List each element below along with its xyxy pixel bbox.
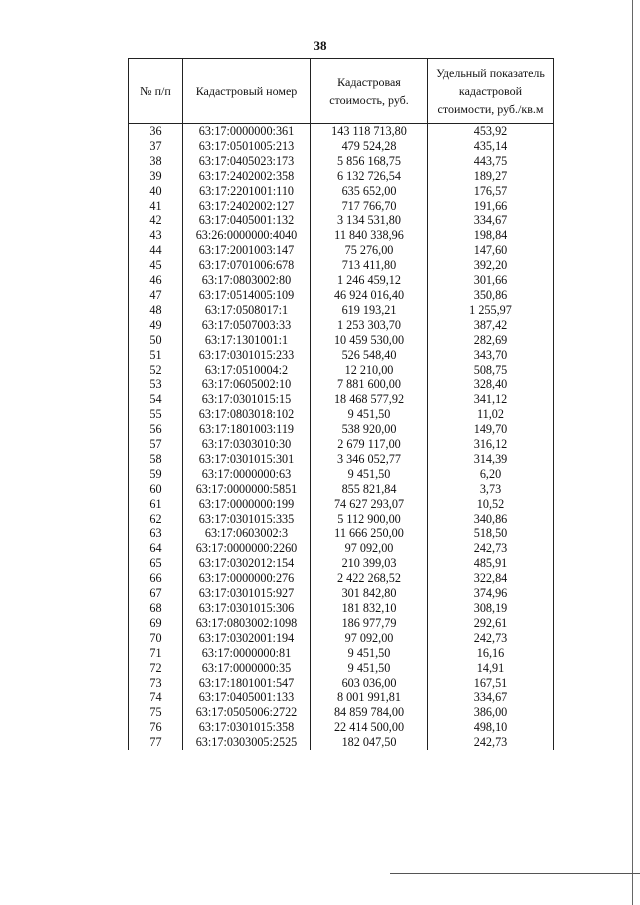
cell-cadastral-number: 63:17:0302001:194 [183, 631, 311, 646]
cell-num: 59 [129, 467, 183, 482]
cell-num: 65 [129, 556, 183, 571]
cell-specific-index: 518,50 [428, 526, 554, 541]
cell-cadastral-number: 63:17:0000000:276 [183, 571, 311, 586]
cell-cadastral-number: 63:17:0301015:233 [183, 348, 311, 363]
cell-cadastral-number: 63:17:0303010:30 [183, 437, 311, 452]
cell-num: 52 [129, 363, 183, 378]
cell-cadastral-number: 63:17:0301015:306 [183, 601, 311, 616]
cell-cadastral-number: 63:17:0505006:2722 [183, 705, 311, 720]
table-row [129, 258, 554, 273]
cell-cadastral-number: 63:17:0301015:335 [183, 512, 311, 527]
table-row [129, 571, 554, 586]
cell-num: 66 [129, 571, 183, 586]
table-header [129, 59, 554, 124]
table-row [129, 422, 554, 437]
cell-cadastral-number: 63:26:0000000:4040 [183, 228, 311, 243]
cell-num: 46 [129, 273, 183, 288]
cell-cadastral-value: 186 977,79 [311, 616, 428, 631]
cell-cadastral-value: 1 246 459,12 [311, 273, 428, 288]
cell-num: 60 [129, 482, 183, 497]
cell-cadastral-number: 63:17:0000000:63 [183, 467, 311, 482]
cell-cadastral-value: 635 652,00 [311, 184, 428, 199]
cell-cadastral-number: 63:17:0301015:301 [183, 452, 311, 467]
cell-cadastral-value: 9 451,50 [311, 646, 428, 661]
table-row [129, 646, 554, 661]
cell-cadastral-number: 63:17:0405001:133 [183, 690, 311, 705]
cell-cadastral-number: 63:17:0000000:81 [183, 646, 311, 661]
cell-cadastral-number: 63:17:2402002:358 [183, 169, 311, 184]
cell-cadastral-number: 63:17:0701006:678 [183, 258, 311, 273]
cell-cadastral-number: 63:17:0000000:199 [183, 497, 311, 512]
header-specific-index: Удельный показатель кадастровой стоимости, руб./кв.м [428, 59, 554, 124]
table-row [129, 601, 554, 616]
cell-specific-index: 328,40 [428, 377, 554, 392]
cell-cadastral-value: 182 047,50 [311, 735, 428, 750]
header-num: № п/п [129, 59, 183, 124]
cell-cadastral-value: 8 001 991,81 [311, 690, 428, 705]
cell-cadastral-value: 12 210,00 [311, 363, 428, 378]
cell-cadastral-value: 74 627 293,07 [311, 497, 428, 512]
cell-cadastral-value: 2 422 268,52 [311, 571, 428, 586]
cell-cadastral-value: 603 036,00 [311, 676, 428, 691]
cell-cadastral-value: 526 548,40 [311, 348, 428, 363]
cell-specific-index: 316,12 [428, 437, 554, 452]
cell-specific-index: 282,69 [428, 333, 554, 348]
cell-specific-index: 343,70 [428, 348, 554, 363]
table-row [129, 705, 554, 720]
cell-cadastral-number: 63:17:0501005:213 [183, 139, 311, 154]
cell-specific-index: 149,70 [428, 422, 554, 437]
cell-num: 38 [129, 154, 183, 169]
cell-cadastral-number: 63:17:0301015:358 [183, 720, 311, 735]
cell-cadastral-value: 5 112 900,00 [311, 512, 428, 527]
cell-cadastral-number: 63:17:0510004:2 [183, 363, 311, 378]
table-row [129, 333, 554, 348]
cell-num: 57 [129, 437, 183, 452]
scan-edge-line [632, 0, 633, 905]
table-row [129, 690, 554, 705]
cell-num: 48 [129, 303, 183, 318]
cell-specific-index: 322,84 [428, 571, 554, 586]
cell-num: 64 [129, 541, 183, 556]
cell-num: 61 [129, 497, 183, 512]
cell-cadastral-value: 11 840 338,96 [311, 228, 428, 243]
cell-num: 50 [129, 333, 183, 348]
table-row [129, 139, 554, 154]
cell-num: 36 [129, 124, 183, 139]
table-row [129, 467, 554, 482]
cell-cadastral-value: 11 666 250,00 [311, 526, 428, 541]
cell-num: 73 [129, 676, 183, 691]
cell-num: 37 [129, 139, 183, 154]
cell-specific-index: 191,66 [428, 199, 554, 214]
cell-num: 68 [129, 601, 183, 616]
cell-cadastral-value: 855 821,84 [311, 482, 428, 497]
table-row [129, 154, 554, 169]
cell-specific-index: 167,51 [428, 676, 554, 691]
cell-num: 47 [129, 288, 183, 303]
cell-num: 40 [129, 184, 183, 199]
cell-cadastral-value: 9 451,50 [311, 661, 428, 676]
table-row [129, 586, 554, 601]
cell-num: 63 [129, 526, 183, 541]
cell-cadastral-number: 63:17:0301015:15 [183, 392, 311, 407]
cell-specific-index: 6,20 [428, 467, 554, 482]
cell-specific-index: 1 255,97 [428, 303, 554, 318]
bottom-rule-line [390, 873, 640, 874]
cell-cadastral-value: 97 092,00 [311, 541, 428, 556]
cell-num: 56 [129, 422, 183, 437]
cell-cadastral-value: 9 451,50 [311, 467, 428, 482]
table-row [129, 213, 554, 228]
cell-num: 41 [129, 199, 183, 214]
cell-specific-index: 242,73 [428, 631, 554, 646]
table-row [129, 363, 554, 378]
cell-specific-index: 498,10 [428, 720, 554, 735]
cell-cadastral-value: 3 346 052,77 [311, 452, 428, 467]
table-row [129, 273, 554, 288]
table-row [129, 452, 554, 467]
cell-num: 70 [129, 631, 183, 646]
cell-specific-index: 374,96 [428, 586, 554, 601]
cell-specific-index: 386,00 [428, 705, 554, 720]
cell-cadastral-number: 63:17:0000000:2260 [183, 541, 311, 556]
cell-specific-index: 453,92 [428, 124, 554, 139]
cell-cadastral-value: 143 118 713,80 [311, 124, 428, 139]
cell-specific-index: 242,73 [428, 541, 554, 556]
cell-specific-index: 10,52 [428, 497, 554, 512]
cell-num: 67 [129, 586, 183, 601]
cell-cadastral-value: 10 459 530,00 [311, 333, 428, 348]
table-row [129, 377, 554, 392]
cell-cadastral-number: 63:17:0303005:2525 [183, 735, 311, 750]
cell-specific-index: 308,19 [428, 601, 554, 616]
cell-cadastral-value: 6 132 726,54 [311, 169, 428, 184]
cell-specific-index: 301,66 [428, 273, 554, 288]
table-row [129, 616, 554, 631]
table-row [129, 676, 554, 691]
cell-num: 44 [129, 243, 183, 258]
table-row [129, 720, 554, 735]
table-row [129, 348, 554, 363]
table-row [129, 541, 554, 556]
cell-specific-index: 340,86 [428, 512, 554, 527]
cell-specific-index: 387,42 [428, 318, 554, 333]
cell-cadastral-number: 63:17:0507003:33 [183, 318, 311, 333]
table-row [129, 184, 554, 199]
cadastral-table [128, 58, 554, 750]
cell-num: 51 [129, 348, 183, 363]
cell-specific-index: 334,67 [428, 690, 554, 705]
cell-specific-index: 11,02 [428, 407, 554, 422]
cell-specific-index: 147,60 [428, 243, 554, 258]
cell-cadastral-number: 63:17:1301001:1 [183, 333, 311, 348]
table-row [129, 631, 554, 646]
cell-num: 58 [129, 452, 183, 467]
cell-num: 76 [129, 720, 183, 735]
table-row [129, 437, 554, 452]
cell-cadastral-value: 619 193,21 [311, 303, 428, 318]
cell-num: 54 [129, 392, 183, 407]
cell-cadastral-number: 63:17:0605002:10 [183, 377, 311, 392]
cell-num: 75 [129, 705, 183, 720]
table-row [129, 497, 554, 512]
cell-cadastral-value: 5 856 168,75 [311, 154, 428, 169]
table-row [129, 407, 554, 422]
table-row [129, 482, 554, 497]
cell-num: 53 [129, 377, 183, 392]
cell-cadastral-number: 63:17:0405023:173 [183, 154, 311, 169]
cell-specific-index: 198,84 [428, 228, 554, 243]
cell-num: 49 [129, 318, 183, 333]
table-row [129, 303, 554, 318]
cell-cadastral-number: 63:17:2201001:110 [183, 184, 311, 199]
cell-specific-index: 350,86 [428, 288, 554, 303]
cell-specific-index: 3,73 [428, 482, 554, 497]
cell-num: 42 [129, 213, 183, 228]
cell-cadastral-value: 717 766,70 [311, 199, 428, 214]
cell-cadastral-value: 2 679 117,00 [311, 437, 428, 452]
cell-specific-index: 392,20 [428, 258, 554, 273]
cell-specific-index: 314,39 [428, 452, 554, 467]
cell-cadastral-number: 63:17:0803002:80 [183, 273, 311, 288]
table-row [129, 512, 554, 527]
table-row [129, 318, 554, 333]
cell-num: 74 [129, 690, 183, 705]
cell-num: 77 [129, 735, 183, 750]
table-row [129, 124, 554, 139]
cell-cadastral-value: 46 924 016,40 [311, 288, 428, 303]
cell-cadastral-number: 63:17:1801003:119 [183, 422, 311, 437]
cell-num: 71 [129, 646, 183, 661]
cell-cadastral-number: 63:17:2402002:127 [183, 199, 311, 214]
cell-specific-index: 242,73 [428, 735, 554, 750]
cell-cadastral-number: 63:17:0000000:35 [183, 661, 311, 676]
cell-cadastral-number: 63:17:0803018:102 [183, 407, 311, 422]
cell-cadastral-value: 97 092,00 [311, 631, 428, 646]
cell-num: 45 [129, 258, 183, 273]
cell-num: 55 [129, 407, 183, 422]
cell-cadastral-number: 63:17:2001003:147 [183, 243, 311, 258]
cell-cadastral-value: 210 399,03 [311, 556, 428, 571]
table-body [129, 124, 554, 751]
table-row [129, 288, 554, 303]
cell-specific-index: 176,57 [428, 184, 554, 199]
cell-cadastral-number: 63:17:0508017:1 [183, 303, 311, 318]
cell-cadastral-number: 63:17:0302012:154 [183, 556, 311, 571]
cell-specific-index: 16,16 [428, 646, 554, 661]
cell-cadastral-number: 63:17:0301015:927 [183, 586, 311, 601]
table-row [129, 392, 554, 407]
cell-cadastral-number: 63:17:1801001:547 [183, 676, 311, 691]
table-row [129, 199, 554, 214]
cell-num: 69 [129, 616, 183, 631]
table-row [129, 661, 554, 676]
cell-specific-index: 334,67 [428, 213, 554, 228]
table-row [129, 556, 554, 571]
cell-num: 62 [129, 512, 183, 527]
cell-cadastral-value: 75 276,00 [311, 243, 428, 258]
table-row [129, 228, 554, 243]
cell-cadastral-value: 301 842,80 [311, 586, 428, 601]
table-row [129, 526, 554, 541]
cell-specific-index: 435,14 [428, 139, 554, 154]
cell-cadastral-value: 181 832,10 [311, 601, 428, 616]
cell-cadastral-value: 1 253 303,70 [311, 318, 428, 333]
cell-cadastral-value: 22 414 500,00 [311, 720, 428, 735]
cell-cadastral-number: 63:17:0000000:361 [183, 124, 311, 139]
cell-cadastral-number: 63:17:0603002:3 [183, 526, 311, 541]
table-row [129, 735, 554, 750]
header-cadastral-value: Кадастровая стоимость, руб. [311, 59, 428, 124]
cell-num: 39 [129, 169, 183, 184]
cell-cadastral-number: 63:17:0514005:109 [183, 288, 311, 303]
cell-cadastral-value: 84 859 784,00 [311, 705, 428, 720]
cell-specific-index: 14,91 [428, 661, 554, 676]
cell-cadastral-value: 9 451,50 [311, 407, 428, 422]
header-cadastral-number: Кадастровый номер [183, 59, 311, 124]
cell-cadastral-number: 63:17:0405001:132 [183, 213, 311, 228]
cell-cadastral-value: 538 920,00 [311, 422, 428, 437]
cell-specific-index: 443,75 [428, 154, 554, 169]
cell-specific-index: 292,61 [428, 616, 554, 631]
cell-specific-index: 508,75 [428, 363, 554, 378]
cell-cadastral-value: 713 411,80 [311, 258, 428, 273]
cell-specific-index: 189,27 [428, 169, 554, 184]
cell-cadastral-number: 63:17:0803002:1098 [183, 616, 311, 631]
cell-cadastral-value: 18 468 577,92 [311, 392, 428, 407]
cell-num: 72 [129, 661, 183, 676]
cell-specific-index: 341,12 [428, 392, 554, 407]
cell-num: 43 [129, 228, 183, 243]
cell-cadastral-number: 63:17:0000000:5851 [183, 482, 311, 497]
cell-cadastral-value: 7 881 600,00 [311, 377, 428, 392]
cell-specific-index: 485,91 [428, 556, 554, 571]
table-row [129, 169, 554, 184]
cell-cadastral-value: 479 524,28 [311, 139, 428, 154]
page-number: 38 [313, 38, 327, 53]
table-row [129, 243, 554, 258]
cell-cadastral-value: 3 134 531,80 [311, 213, 428, 228]
